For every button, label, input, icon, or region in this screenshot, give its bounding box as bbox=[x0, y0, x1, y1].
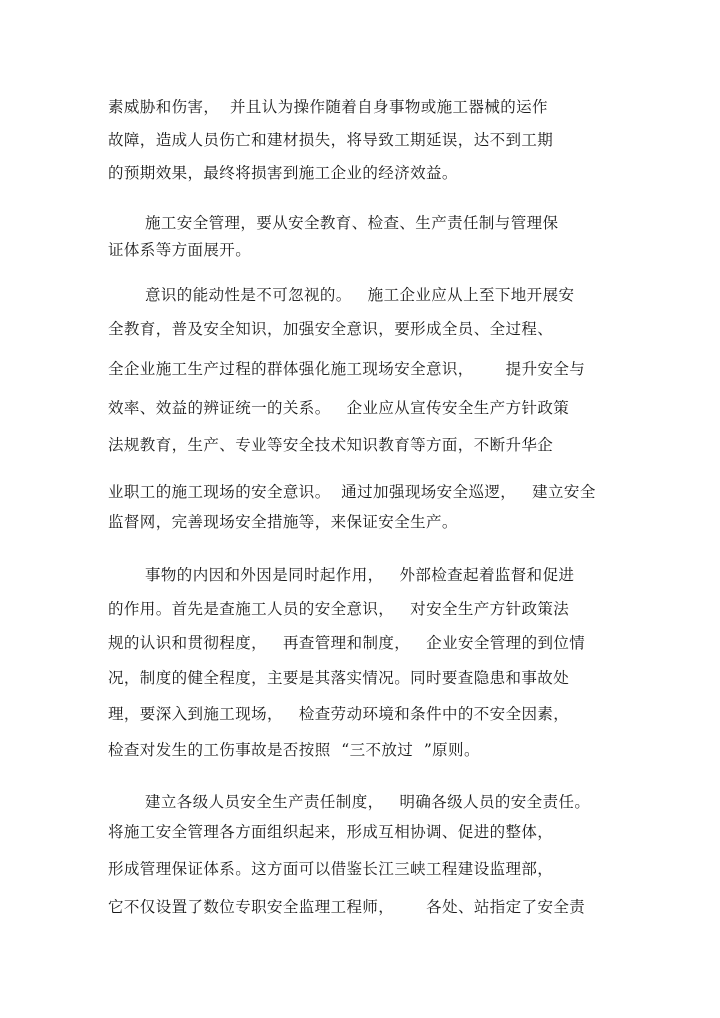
text-line: 事物的内因和外因是同时起作用， 外部检查起着监督和促进 bbox=[145, 566, 575, 584]
text-line: 全企业施工生产过程的群体强化施工现场安全意识， 提升安全与 bbox=[108, 360, 586, 378]
text-line: 规的认识和贯彻程度， 再查管理和制度， 企业安全管理的到位情 bbox=[108, 634, 586, 652]
text-line: 理，要深入到施工现场， 检查劳动环境和条件中的不安全因素， bbox=[108, 705, 570, 723]
text-line: 业职工的施工现场的安全意识。 通过加强现场安全巡逻， 建立安全 bbox=[108, 483, 596, 501]
text-line: 的预期效果，最终将损害到施工企业的经济效益。 bbox=[108, 164, 458, 182]
text-line: 效率、效益的辨证统一的关系。 企业应从宣传安全生产方针政策 bbox=[108, 399, 570, 417]
text-line: 施工安全管理，要从安全教育、检查、生产责任制与管理保 bbox=[145, 214, 559, 232]
text-line: 意识的能动性是不可忽视的。 施工企业应从上至下地开展安 bbox=[145, 286, 575, 304]
text-line: 它不仅设置了数位专职安全监理工程师， 各处、站指定了安全责 bbox=[108, 898, 586, 916]
text-line: 故障，造成人员伤亡和建材损失，将导致工期延误，达不到工期 bbox=[108, 131, 554, 149]
text-line: 监督网，完善现场安全措施等，来保证安全生产。 bbox=[108, 513, 458, 531]
text-line: 素威胁和伤害， 并且认为操作随着自身事物或施工器械的运作 bbox=[108, 98, 548, 116]
text-line: 的作用。首先是查施工人员的安全意识， 对安全生产方针政策法 bbox=[108, 600, 570, 618]
text-line: 检查对发生的工伤事故是否按照 “三不放过 ”原则。 bbox=[108, 741, 480, 759]
text-line: 证体系等方面展开。 bbox=[108, 241, 252, 259]
text-line: 法规教育，生产、专业等安全技术知识教育等方面，不断升华企 bbox=[108, 436, 554, 454]
text-line: 况，制度的健全程度，主要是其落实情况。同时要查隐患和事故处 bbox=[108, 669, 570, 687]
text-line: 全教育，普及安全知识，加强安全意识，要形成全员、全过程、 bbox=[108, 320, 554, 338]
text-line: 建立各级人员安全生产责任制度， 明确各级人员的安全责任。 bbox=[145, 793, 591, 811]
text-line: 形成管理保证体系。这方面可以借鉴长江三峡工程建设监理部， bbox=[108, 860, 554, 878]
text-line: 将施工安全管理各方面组织起来，形成互相协调、促进的整体， bbox=[108, 823, 554, 841]
